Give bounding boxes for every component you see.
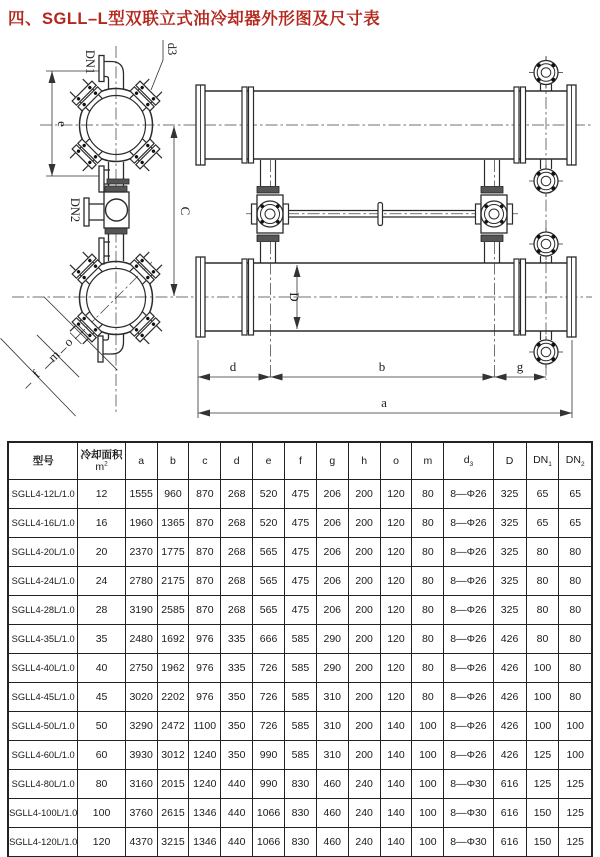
value-cell: 335: [221, 654, 253, 683]
value-cell: 100: [559, 712, 592, 741]
value-cell: 1240: [189, 741, 221, 770]
column-header: $DN_1$: [526, 442, 559, 480]
value-cell: 585: [284, 625, 316, 654]
value-cell: 2015: [157, 770, 189, 799]
value-cell: 290: [316, 625, 348, 654]
value-cell: 35: [78, 625, 125, 654]
value-cell: 350: [221, 741, 253, 770]
value-cell: 616: [493, 799, 526, 828]
value-cell: 8—Φ26: [444, 480, 493, 509]
value-cell: 206: [316, 538, 348, 567]
value-cell: 80: [559, 538, 592, 567]
value-cell: 120: [380, 625, 412, 654]
value-cell: 475: [284, 567, 316, 596]
table-row: [8, 770, 592, 799]
value-cell: 100: [412, 712, 444, 741]
value-cell: 976: [189, 683, 221, 712]
model-cell: SGLL4-20L/1.0: [8, 538, 78, 567]
value-cell: 475: [284, 480, 316, 509]
value-cell: 268: [221, 538, 253, 567]
value-cell: 726: [253, 712, 285, 741]
model-cell: SGLL4-100L/1.0: [8, 799, 78, 828]
value-cell: 100: [412, 799, 444, 828]
value-cell: 80: [526, 596, 559, 625]
value-cell: 120: [380, 480, 412, 509]
value-cell: 2472: [157, 712, 189, 741]
value-cell: 50: [78, 712, 125, 741]
table-row: [8, 625, 592, 654]
value-cell: 426: [493, 741, 526, 770]
value-cell: 440: [221, 799, 253, 828]
dim-label-e: e: [55, 121, 70, 127]
value-cell: 3930: [125, 741, 157, 770]
value-cell: 475: [284, 538, 316, 567]
dim-label-m: m: [44, 346, 63, 365]
value-cell: 240: [348, 799, 380, 828]
value-cell: 240: [348, 770, 380, 799]
value-cell: 325: [493, 538, 526, 567]
value-cell: 3215: [157, 828, 189, 857]
value-cell: 100: [412, 770, 444, 799]
value-cell: 335: [221, 625, 253, 654]
value-cell: 100: [526, 712, 559, 741]
value-cell: 585: [284, 654, 316, 683]
model-cell: SGLL4-80L/1.0: [8, 770, 78, 799]
value-cell: 3160: [125, 770, 157, 799]
model-cell: SGLL4-40L/1.0: [8, 654, 78, 683]
value-cell: 8—Φ26: [444, 596, 493, 625]
d3-leader: [151, 40, 163, 90]
value-cell: 80: [559, 596, 592, 625]
value-cell: 125: [526, 741, 559, 770]
value-cell: 80: [78, 770, 125, 799]
label-d3: d3: [165, 42, 179, 56]
value-cell: 120: [380, 654, 412, 683]
value-cell: 65: [526, 480, 559, 509]
value-cell: 60: [78, 741, 125, 770]
value-cell: 200: [348, 712, 380, 741]
value-cell: 8—Φ26: [444, 712, 493, 741]
dim-label-D: D: [287, 292, 302, 302]
value-cell: 350: [221, 683, 253, 712]
dimension-table: [7, 441, 593, 857]
value-cell: 460: [316, 828, 348, 857]
dim-label-o: o: [60, 334, 76, 350]
value-cell: 310: [316, 741, 348, 770]
value-cell: 8—Φ26: [444, 741, 493, 770]
value-cell: 200: [348, 567, 380, 596]
value-cell: 1240: [189, 770, 221, 799]
dim-label-f: f: [28, 366, 43, 381]
value-cell: 3760: [125, 799, 157, 828]
value-cell: 3020: [125, 683, 157, 712]
value-cell: 100: [412, 828, 444, 857]
value-cell: 200: [348, 509, 380, 538]
value-cell: 565: [253, 596, 285, 625]
table-row: [8, 683, 592, 712]
value-cell: 3190: [125, 596, 157, 625]
flange-nozzle-icon: [529, 57, 563, 89]
value-cell: 310: [316, 712, 348, 741]
table-row: [8, 712, 592, 741]
value-cell: 80: [412, 654, 444, 683]
table-row: [8, 828, 592, 857]
value-cell: 140: [380, 770, 412, 799]
column-header: c: [189, 442, 221, 480]
connecting-tee: [476, 160, 513, 263]
value-cell: 2780: [125, 567, 157, 596]
value-cell: 100: [526, 683, 559, 712]
table-row: [8, 654, 592, 683]
value-cell: 585: [284, 741, 316, 770]
value-cell: 870: [189, 538, 221, 567]
column-header: 型号: [8, 442, 78, 480]
flange-nozzle-icon: [529, 165, 563, 197]
column-header: f: [284, 442, 316, 480]
value-cell: 350: [221, 712, 253, 741]
value-cell: 206: [316, 567, 348, 596]
value-cell: 200: [348, 480, 380, 509]
value-cell: 240: [348, 828, 380, 857]
column-header: $d_3$: [444, 442, 493, 480]
value-cell: 8—Φ26: [444, 683, 493, 712]
value-cell: 80: [526, 567, 559, 596]
value-cell: 1346: [189, 799, 221, 828]
value-cell: 268: [221, 480, 253, 509]
value-cell: 4370: [125, 828, 157, 857]
value-cell: 80: [559, 625, 592, 654]
technical-drawing: [0, 33, 600, 435]
table-header: [8, 442, 592, 480]
value-cell: 28: [78, 596, 125, 625]
column-header: m: [412, 442, 444, 480]
table-row: [8, 567, 592, 596]
model-cell: SGLL4-50L/1.0: [8, 712, 78, 741]
value-cell: 726: [253, 654, 285, 683]
value-cell: 268: [221, 567, 253, 596]
value-cell: 426: [493, 654, 526, 683]
value-cell: 80: [526, 538, 559, 567]
value-cell: 830: [284, 799, 316, 828]
value-cell: 976: [189, 625, 221, 654]
value-cell: 1346: [189, 828, 221, 857]
value-cell: 1555: [125, 480, 157, 509]
value-cell: 80: [412, 538, 444, 567]
value-cell: 206: [316, 480, 348, 509]
value-cell: 520: [253, 509, 285, 538]
value-cell: 140: [380, 712, 412, 741]
value-cell: 2615: [157, 799, 189, 828]
value-cell: 325: [493, 480, 526, 509]
value-cell: 12: [78, 480, 125, 509]
value-cell: 8—Φ26: [444, 538, 493, 567]
table-body: [8, 480, 592, 857]
model-cell: SGLL4-35L/1.0: [8, 625, 78, 654]
column-header: h: [348, 442, 380, 480]
model-cell: SGLL4-12L/1.0: [8, 480, 78, 509]
value-cell: 475: [284, 509, 316, 538]
value-cell: 460: [316, 770, 348, 799]
table-row: [8, 799, 592, 828]
value-cell: 120: [380, 683, 412, 712]
value-cell: 830: [284, 828, 316, 857]
value-cell: 120: [78, 828, 125, 857]
value-cell: 520: [253, 480, 285, 509]
value-cell: 565: [253, 567, 285, 596]
value-cell: 125: [559, 799, 592, 828]
value-cell: 870: [189, 480, 221, 509]
column-header: $DN_2$: [559, 442, 592, 480]
column-header: o: [380, 442, 412, 480]
value-cell: 990: [253, 741, 285, 770]
dim-label-c: C: [178, 206, 193, 216]
value-cell: 100: [559, 741, 592, 770]
column-header: g: [316, 442, 348, 480]
flange-nozzle-icon: [529, 228, 563, 260]
table-row: [8, 538, 592, 567]
value-cell: 65: [526, 509, 559, 538]
side-view-lower-vessel: [196, 256, 576, 340]
model-cell: SGLL4-120L/1.0: [8, 828, 78, 857]
value-cell: 870: [189, 567, 221, 596]
column-header: D: [493, 442, 526, 480]
value-cell: 80: [559, 567, 592, 596]
label-dn2: DN2: [68, 197, 82, 223]
value-cell: 65: [559, 480, 592, 509]
value-cell: 8—Φ26: [444, 509, 493, 538]
table-row: [8, 509, 592, 538]
model-cell: SGLL4-60L/1.0: [8, 741, 78, 770]
value-cell: 65: [559, 509, 592, 538]
value-cell: 100: [526, 654, 559, 683]
dim-label-b: b: [378, 359, 386, 374]
value-cell: 830: [284, 770, 316, 799]
value-cell: 1066: [253, 799, 285, 828]
table-row: [8, 480, 592, 509]
value-cell: 80: [412, 596, 444, 625]
column-header: d: [221, 442, 253, 480]
column-header: b: [157, 442, 189, 480]
value-cell: 80: [559, 683, 592, 712]
value-cell: 150: [526, 828, 559, 857]
table-row: [8, 741, 592, 770]
value-cell: 426: [493, 683, 526, 712]
value-cell: 2750: [125, 654, 157, 683]
value-cell: 150: [526, 799, 559, 828]
value-cell: 140: [380, 828, 412, 857]
value-cell: 125: [559, 770, 592, 799]
value-cell: 426: [493, 625, 526, 654]
model-cell: SGLL4-28L/1.0: [8, 596, 78, 625]
value-cell: 100: [412, 741, 444, 770]
value-cell: 268: [221, 596, 253, 625]
value-cell: 120: [380, 538, 412, 567]
value-cell: 8—Φ26: [444, 654, 493, 683]
value-cell: 870: [189, 596, 221, 625]
value-cell: 870: [189, 509, 221, 538]
value-cell: 666: [253, 625, 285, 654]
value-cell: 325: [493, 596, 526, 625]
value-cell: 40: [78, 654, 125, 683]
value-cell: 206: [316, 509, 348, 538]
value-cell: 140: [380, 799, 412, 828]
value-cell: 3012: [157, 741, 189, 770]
value-cell: 8—Φ30: [444, 828, 493, 857]
value-cell: 3290: [125, 712, 157, 741]
value-cell: 120: [380, 567, 412, 596]
value-cell: 8—Φ26: [444, 567, 493, 596]
value-cell: 200: [348, 538, 380, 567]
value-cell: 475: [284, 596, 316, 625]
value-cell: 20: [78, 538, 125, 567]
value-cell: 2175: [157, 567, 189, 596]
value-cell: 200: [348, 625, 380, 654]
value-cell: 200: [348, 596, 380, 625]
value-cell: 726: [253, 683, 285, 712]
value-cell: 426: [493, 712, 526, 741]
value-cell: 976: [189, 654, 221, 683]
label-dn1: DN1: [83, 49, 97, 75]
side-view-top-vessel: [196, 84, 576, 169]
value-cell: 960: [157, 480, 189, 509]
value-cell: 125: [526, 770, 559, 799]
value-cell: 206: [316, 596, 348, 625]
value-cell: 140: [380, 741, 412, 770]
value-cell: 24: [78, 567, 125, 596]
value-cell: 990: [253, 770, 285, 799]
value-cell: 1960: [125, 509, 157, 538]
value-cell: 200: [348, 683, 380, 712]
flange-nozzle-icon: [529, 336, 563, 368]
dim-label-a: a: [381, 395, 387, 410]
value-cell: 585: [284, 683, 316, 712]
value-cell: 616: [493, 828, 526, 857]
value-cell: 1692: [157, 625, 189, 654]
value-cell: 80: [412, 625, 444, 654]
model-cell: SGLL4-24L/1.0: [8, 567, 78, 596]
value-cell: 125: [559, 828, 592, 857]
value-cell: 80: [412, 480, 444, 509]
value-cell: 120: [380, 596, 412, 625]
dn2-tee: [84, 186, 129, 264]
value-cell: 310: [316, 683, 348, 712]
dim-label-d: d: [229, 359, 237, 374]
value-cell: 8—Φ30: [444, 770, 493, 799]
column-header: 冷却面积 $m^2$: [78, 442, 125, 480]
value-cell: 80: [412, 683, 444, 712]
value-cell: 80: [559, 654, 592, 683]
value-cell: 100: [78, 799, 125, 828]
value-cell: 45: [78, 683, 125, 712]
value-cell: 460: [316, 799, 348, 828]
value-cell: 16: [78, 509, 125, 538]
value-cell: 8—Φ30: [444, 799, 493, 828]
value-cell: 200: [348, 654, 380, 683]
column-header: e: [253, 442, 285, 480]
connecting-tee: [252, 160, 289, 263]
model-cell: SGLL4-16L/1.0: [8, 509, 78, 538]
value-cell: 8—Φ26: [444, 625, 493, 654]
value-cell: 585: [284, 712, 316, 741]
value-cell: 616: [493, 770, 526, 799]
value-cell: 80: [412, 567, 444, 596]
value-cell: 80: [412, 509, 444, 538]
value-cell: 440: [221, 770, 253, 799]
value-cell: 1066: [253, 828, 285, 857]
value-cell: 2202: [157, 683, 189, 712]
value-cell: 565: [253, 538, 285, 567]
dim-label-g: g: [516, 359, 524, 374]
value-cell: 120: [380, 509, 412, 538]
value-cell: 2480: [125, 625, 157, 654]
value-cell: 1365: [157, 509, 189, 538]
value-cell: 2370: [125, 538, 157, 567]
page-title: 四、SGLL–L型双联立式油冷却器外形图及尺寸表: [8, 10, 381, 28]
value-cell: 325: [493, 509, 526, 538]
value-cell: 2585: [157, 596, 189, 625]
model-cell: SGLL4-45L/1.0: [8, 683, 78, 712]
value-cell: 268: [221, 509, 253, 538]
column-header: a: [125, 442, 157, 480]
value-cell: 80: [526, 625, 559, 654]
value-cell: 1962: [157, 654, 189, 683]
value-cell: 1100: [189, 712, 221, 741]
value-cell: 325: [493, 567, 526, 596]
value-cell: 440: [221, 828, 253, 857]
value-cell: 1775: [157, 538, 189, 567]
value-cell: 290: [316, 654, 348, 683]
value-cell: 200: [348, 741, 380, 770]
table-row: [8, 596, 592, 625]
